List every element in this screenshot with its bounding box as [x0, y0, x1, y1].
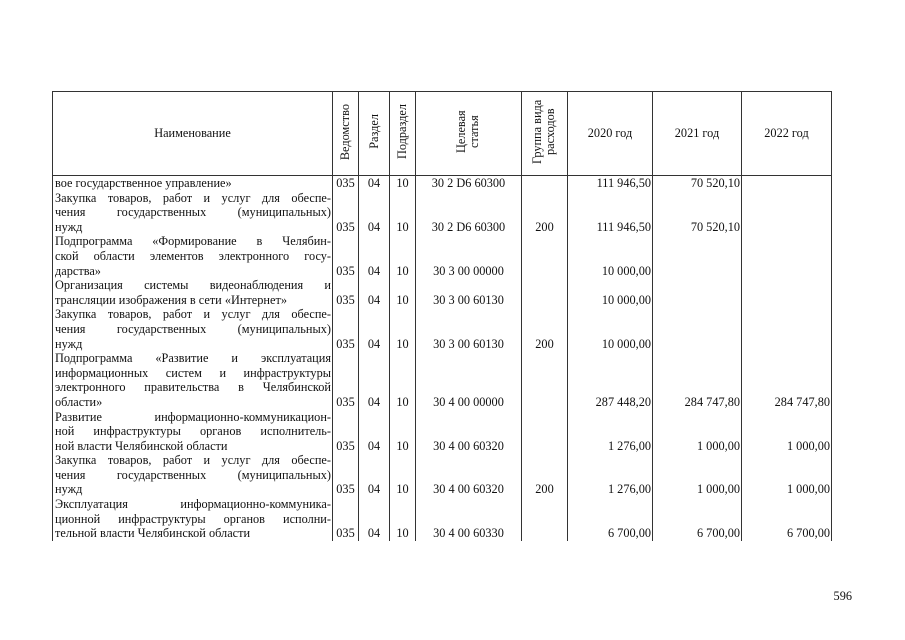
table-row: [53, 351, 832, 409]
name-line: области»: [55, 394, 103, 409]
cell-podrazdel: 10: [390, 497, 416, 541]
page-number: 596: [833, 589, 852, 603]
cell-razdel: 04: [359, 351, 390, 409]
cell-2020: 10 000,00: [568, 278, 653, 307]
name-line: трансляции изображения в сети «Интернет»: [55, 292, 287, 307]
cell-2021: 70 520,10: [653, 191, 742, 235]
name-line: тельной власти Челябинской области: [55, 526, 251, 541]
cell-2020: 6 700,00: [568, 497, 653, 541]
cell-2021: [653, 234, 742, 278]
name-line: вое государственное управление»: [55, 176, 232, 190]
name-line: чения государственных (муниципальных): [55, 467, 331, 482]
cell-2022: 1 000,00: [742, 453, 832, 497]
header-name: Наименование: [53, 92, 333, 176]
cell-name: [53, 191, 333, 235]
cell-2021: 6 700,00: [653, 497, 742, 541]
cell-gruppa: [522, 497, 568, 541]
cell-vedomstvo: 035: [333, 410, 359, 454]
header-razdel: Раздел: [359, 92, 390, 176]
cell-celevaya-statya: 30 4 00 60320: [416, 410, 522, 454]
cell-vedomstvo: 035: [333, 497, 359, 541]
cell-2022: [742, 278, 832, 307]
cell-2021: 1 000,00: [653, 453, 742, 497]
header-celevaya-statya: Целевая статья: [416, 92, 522, 176]
cell-name: [53, 453, 333, 497]
table-row: [53, 453, 832, 497]
cell-name: [53, 497, 333, 541]
cell-celevaya-statya: 30 3 00 60130: [416, 278, 522, 307]
cell-razdel: 04: [359, 410, 390, 454]
name-line: Эксплуатация информационно-коммуника-: [55, 497, 331, 512]
cell-celevaya-statya: 30 4 00 60330: [416, 497, 522, 541]
cell-podrazdel: 10: [390, 278, 416, 307]
name-line: Организация системы видеонаблюдения и: [55, 278, 331, 293]
name-line: электронного правительства в Челябинской: [55, 380, 331, 395]
cell-2022: [742, 307, 832, 351]
name-line: ционной инфраструктуры органов исполни-: [55, 511, 331, 526]
cell-2020: 111 946,50: [568, 191, 653, 235]
name-line: нужд: [55, 336, 83, 351]
table-row: [53, 307, 832, 351]
cell-2021: 1 000,00: [653, 410, 742, 454]
name-line: Подпрограмма «Развитие и эксплуатация: [55, 351, 331, 366]
cell-gruppa: [522, 351, 568, 409]
name-line: дарства»: [55, 263, 101, 278]
name-line: нужд: [55, 219, 83, 234]
cell-2020: 10 000,00: [568, 307, 653, 351]
name-line: ной инфраструктуры органов исполнитель-: [55, 424, 331, 439]
cell-podrazdel: 10: [390, 410, 416, 454]
name-line: Закупка товаров, работ и услуг для обеспе-: [55, 190, 331, 205]
header-podrazdel: Подраздел: [390, 92, 416, 176]
table-row: [53, 497, 832, 541]
cell-2020: 111 946,50: [568, 176, 653, 191]
cell-vedomstvo: 035: [333, 191, 359, 235]
header-row: [53, 92, 832, 176]
name-line: чения государственных (муниципальных): [55, 205, 331, 220]
cell-razdel: 04: [359, 176, 390, 191]
cell-2022: 6 700,00: [742, 497, 832, 541]
cell-name: [53, 176, 333, 191]
header-gruppa-vida-rashodov: Группа вида расходов: [522, 92, 568, 176]
cell-razdel: 04: [359, 453, 390, 497]
cell-celevaya-statya: 30 2 D6 60300: [416, 176, 522, 191]
table-row: [53, 191, 832, 235]
cell-gruppa: 200: [522, 191, 568, 235]
cell-2022: [742, 191, 832, 235]
name-line: ной власти Челябинской области: [55, 438, 228, 453]
cell-2022: [742, 176, 832, 191]
header-year-2021: 2021 год: [653, 92, 742, 176]
name-line: Подпрограмма «Формирование в Челябин-: [55, 234, 331, 249]
cell-name: [53, 234, 333, 278]
cell-2022: 284 747,80: [742, 351, 832, 409]
table-row: [53, 278, 832, 307]
header-vedomstvo: Ведомство: [333, 92, 359, 176]
cell-2022: [742, 234, 832, 278]
cell-gruppa: [522, 234, 568, 278]
cell-vedomstvo: 035: [333, 176, 359, 191]
cell-podrazdel: 10: [390, 453, 416, 497]
cell-razdel: 04: [359, 278, 390, 307]
table-row: [53, 234, 832, 278]
cell-gruppa: 200: [522, 307, 568, 351]
name-line: Развитие информационно-коммуникацион-: [55, 409, 331, 424]
cell-name: [53, 278, 333, 307]
name-line: нужд: [55, 482, 83, 497]
cell-gruppa: [522, 176, 568, 191]
cell-razdel: 04: [359, 191, 390, 235]
cell-celevaya-statya: 30 4 00 60320: [416, 453, 522, 497]
header-year-2022: 2022 год: [742, 92, 832, 176]
cell-vedomstvo: 035: [333, 234, 359, 278]
cell-podrazdel: 10: [390, 191, 416, 235]
name-line: информационных систем и инфраструктуры: [55, 365, 331, 380]
cell-2020: 1 276,00: [568, 453, 653, 497]
name-line: Закупка товаров, работ и услуг для обеспе-: [55, 453, 331, 468]
cell-vedomstvo: 035: [333, 307, 359, 351]
cell-celevaya-statya: 30 3 00 60130: [416, 307, 522, 351]
cell-podrazdel: 10: [390, 307, 416, 351]
cell-podrazdel: 10: [390, 234, 416, 278]
header-year-2020: 2020 год: [568, 92, 653, 176]
cell-gruppa: 200: [522, 453, 568, 497]
cell-podrazdel: 10: [390, 176, 416, 191]
name-line: ской области элементов электронного госу-: [55, 248, 331, 263]
name-line: чения государственных (муниципальных): [55, 321, 331, 336]
cell-podrazdel: 10: [390, 351, 416, 409]
cell-gruppa: [522, 410, 568, 454]
cell-2022: 1 000,00: [742, 410, 832, 454]
table-row: [53, 176, 832, 191]
cell-name: [53, 307, 333, 351]
cell-vedomstvo: 035: [333, 351, 359, 409]
name-line: Закупка товаров, работ и услуг для обеспе-: [55, 307, 331, 322]
cell-2020: 10 000,00: [568, 234, 653, 278]
cell-2020: 287 448,20: [568, 351, 653, 409]
cell-2021: [653, 278, 742, 307]
cell-celevaya-statya: 30 3 00 00000: [416, 234, 522, 278]
cell-celevaya-statya: 30 4 00 00000: [416, 351, 522, 409]
cell-razdel: 04: [359, 497, 390, 541]
budget-table: [52, 91, 832, 541]
cell-gruppa: [522, 278, 568, 307]
cell-name: [53, 351, 333, 409]
cell-2020: 1 276,00: [568, 410, 653, 454]
cell-vedomstvo: 035: [333, 453, 359, 497]
cell-2021: [653, 307, 742, 351]
table-row: [53, 410, 832, 454]
cell-2021: 284 747,80: [653, 351, 742, 409]
cell-2021: 70 520,10: [653, 176, 742, 191]
cell-vedomstvo: 035: [333, 278, 359, 307]
cell-razdel: 04: [359, 234, 390, 278]
cell-celevaya-statya: 30 2 D6 60300: [416, 191, 522, 235]
cell-name: [53, 410, 333, 454]
cell-razdel: 04: [359, 307, 390, 351]
